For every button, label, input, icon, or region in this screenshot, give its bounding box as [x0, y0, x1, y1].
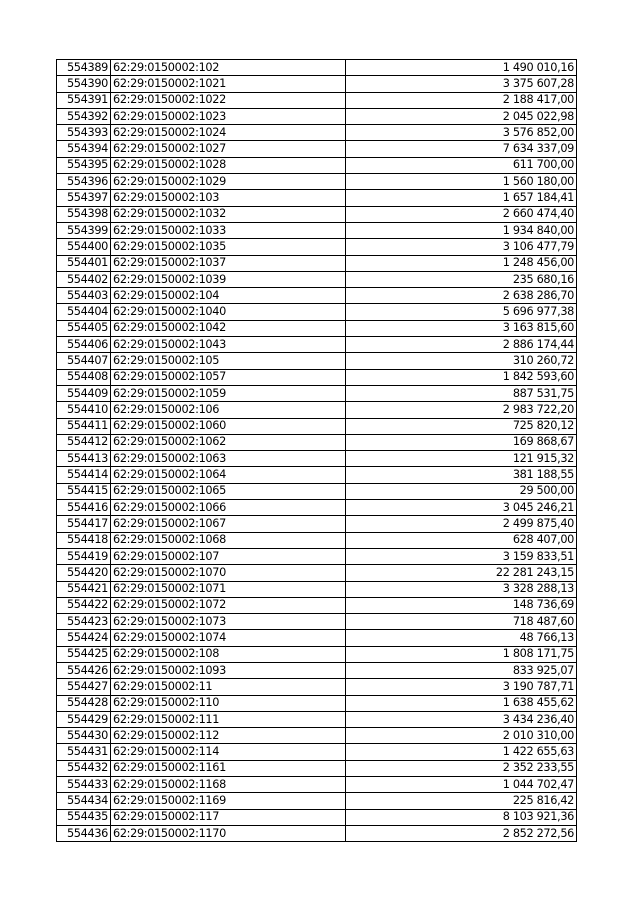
cadastral-value-cell: 718 487,60 [346, 614, 577, 630]
row-number-cell: 554425 [57, 646, 111, 662]
cadastral-number-cell: 62:29:0150002:1039 [111, 271, 346, 287]
row-number-cell: 554416 [57, 500, 111, 516]
cadastral-value-cell: 3 375 607,28 [346, 76, 577, 92]
cadastral-value-cell: 3 159 833,51 [346, 548, 577, 564]
table-row [57, 516, 577, 532]
row-number-cell: 554436 [57, 825, 111, 841]
cadastral-value-cell: 3 190 787,71 [346, 679, 577, 695]
row-number-cell: 554430 [57, 728, 111, 744]
table-row [57, 353, 577, 369]
cadastral-value-cell: 1 490 010,16 [346, 60, 577, 76]
table-row [57, 451, 577, 467]
table-row [57, 728, 577, 744]
table-row [57, 108, 577, 124]
cadastral-value-cell: 3 434 236,40 [346, 711, 577, 727]
cadastral-value-cell: 1 657 184,41 [346, 190, 577, 206]
row-number-cell: 554392 [57, 108, 111, 124]
cadastral-value-cell: 7 634 337,09 [346, 141, 577, 157]
cadastral-number-cell: 62:29:0150002:1093 [111, 662, 346, 678]
cadastral-value-cell: 3 106 477,79 [346, 239, 577, 255]
table-row [57, 467, 577, 483]
cadastral-number-cell: 62:29:0150002:106 [111, 402, 346, 418]
row-number-cell: 554405 [57, 320, 111, 336]
row-number-cell: 554435 [57, 809, 111, 825]
row-number-cell: 554403 [57, 288, 111, 304]
cadastral-number-cell: 62:29:0150002:1040 [111, 304, 346, 320]
table-row [57, 190, 577, 206]
cadastral-value-cell: 121 915,32 [346, 451, 577, 467]
cadastral-value-cell: 725 820,12 [346, 418, 577, 434]
cadastral-value-cell: 611 700,00 [346, 157, 577, 173]
cadastral-number-cell: 62:29:0150002:1073 [111, 614, 346, 630]
cadastral-number-cell: 62:29:0150002:104 [111, 288, 346, 304]
cadastral-value-cell: 887 531,75 [346, 385, 577, 401]
table-row [57, 581, 577, 597]
row-number-cell: 554398 [57, 206, 111, 222]
cadastral-value-cell: 1 044 702,47 [346, 777, 577, 793]
table-row [57, 174, 577, 190]
table-row [57, 744, 577, 760]
table-row [57, 711, 577, 727]
cadastral-number-cell: 62:29:0150002:102 [111, 60, 346, 76]
cadastral-number-cell: 62:29:0150002:107 [111, 548, 346, 564]
row-number-cell: 554423 [57, 614, 111, 630]
cadastral-number-cell: 62:29:0150002:1168 [111, 777, 346, 793]
cadastral-value-cell: 628 407,00 [346, 532, 577, 548]
cadastral-value-cell: 29 500,00 [346, 483, 577, 499]
cadastral-number-cell: 62:29:0150002:1070 [111, 565, 346, 581]
table-row [57, 662, 577, 678]
table-row [57, 646, 577, 662]
cadastral-value-cell: 8 103 921,36 [346, 809, 577, 825]
table-row [57, 418, 577, 434]
row-number-cell: 554396 [57, 174, 111, 190]
row-number-cell: 554390 [57, 76, 111, 92]
row-number-cell: 554393 [57, 125, 111, 141]
cadastral-number-cell: 62:29:0150002:1064 [111, 467, 346, 483]
cadastral-number-cell: 62:29:0150002:1063 [111, 451, 346, 467]
row-number-cell: 554420 [57, 565, 111, 581]
cadastral-value-cell: 2 852 272,56 [346, 825, 577, 841]
table-row [57, 793, 577, 809]
row-number-cell: 554433 [57, 777, 111, 793]
table-row [57, 630, 577, 646]
cadastral-number-cell: 62:29:0150002:1169 [111, 793, 346, 809]
cadastral-value-cell: 1 842 593,60 [346, 369, 577, 385]
cadastral-number-cell: 62:29:0150002:1059 [111, 385, 346, 401]
cadastral-number-cell: 62:29:0150002:108 [111, 646, 346, 662]
row-number-cell: 554414 [57, 467, 111, 483]
row-number-cell: 554389 [57, 60, 111, 76]
table-row [57, 565, 577, 581]
cadastral-value-cell: 1 422 655,63 [346, 744, 577, 760]
cadastral-value-cell: 3 163 815,60 [346, 320, 577, 336]
table-row [57, 434, 577, 450]
cadastral-value-cell: 2 499 875,40 [346, 516, 577, 532]
cadastral-value-cell: 2 886 174,44 [346, 337, 577, 353]
row-number-cell: 554424 [57, 630, 111, 646]
table-row [57, 239, 577, 255]
cadastral-number-cell: 62:29:0150002:11 [111, 679, 346, 695]
cadastral-value-cell: 1 808 171,75 [346, 646, 577, 662]
table-row [57, 385, 577, 401]
table-row [57, 141, 577, 157]
cadastral-value-cell: 381 188,55 [346, 467, 577, 483]
cadastral-number-cell: 62:29:0150002:1072 [111, 597, 346, 613]
cadastral-number-cell: 62:29:0150002:1035 [111, 239, 346, 255]
cadastral-number-cell: 62:29:0150002:1074 [111, 630, 346, 646]
cadastral-number-cell: 62:29:0150002:1022 [111, 92, 346, 108]
row-number-cell: 554407 [57, 353, 111, 369]
table-row [57, 825, 577, 841]
table-row [57, 206, 577, 222]
cadastral-value-cell: 2 983 722,20 [346, 402, 577, 418]
row-number-cell: 554432 [57, 760, 111, 776]
cadastral-number-cell: 62:29:0150002:111 [111, 711, 346, 727]
table-row [57, 255, 577, 271]
cadastral-number-cell: 62:29:0150002:1029 [111, 174, 346, 190]
cadastral-value-cell: 310 260,72 [346, 353, 577, 369]
cadastral-number-cell: 62:29:0150002:1043 [111, 337, 346, 353]
cadastral-number-cell: 62:29:0150002:1067 [111, 516, 346, 532]
table-row [57, 125, 577, 141]
table-row [57, 500, 577, 516]
cadastral-value-cell: 48 766,13 [346, 630, 577, 646]
table-row [57, 679, 577, 695]
cadastral-value-cell: 225 816,42 [346, 793, 577, 809]
row-number-cell: 554402 [57, 271, 111, 287]
cadastral-number-cell: 62:29:0150002:103 [111, 190, 346, 206]
table-row [57, 548, 577, 564]
cadastral-number-cell: 62:29:0150002:1023 [111, 108, 346, 124]
cadastral-number-cell: 62:29:0150002:1037 [111, 255, 346, 271]
cadastral-number-cell: 62:29:0150002:114 [111, 744, 346, 760]
table-row [57, 777, 577, 793]
table-row [57, 402, 577, 418]
row-number-cell: 554395 [57, 157, 111, 173]
row-number-cell: 554419 [57, 548, 111, 564]
cadastral-number-cell: 62:29:0150002:1028 [111, 157, 346, 173]
table-body [57, 60, 577, 842]
table-row [57, 222, 577, 238]
cadastral-value-cell: 2 638 286,70 [346, 288, 577, 304]
cadastral-value-cell: 2 188 417,00 [346, 92, 577, 108]
cadastral-number-cell: 62:29:0150002:1057 [111, 369, 346, 385]
cadastral-value-cell: 1 560 180,00 [346, 174, 577, 190]
cadastral-number-cell: 62:29:0150002:1032 [111, 206, 346, 222]
cadastral-value-table [56, 59, 577, 842]
table-row [57, 695, 577, 711]
table-row [57, 320, 577, 336]
row-number-cell: 554397 [57, 190, 111, 206]
row-number-cell: 554421 [57, 581, 111, 597]
cadastral-number-cell: 62:29:0150002:1042 [111, 320, 346, 336]
table-row [57, 60, 577, 76]
row-number-cell: 554413 [57, 451, 111, 467]
row-number-cell: 554409 [57, 385, 111, 401]
row-number-cell: 554391 [57, 92, 111, 108]
row-number-cell: 554426 [57, 662, 111, 678]
cadastral-number-cell: 62:29:0150002:1161 [111, 760, 346, 776]
row-number-cell: 554406 [57, 337, 111, 353]
row-number-cell: 554410 [57, 402, 111, 418]
cadastral-number-cell: 62:29:0150002:1024 [111, 125, 346, 141]
row-number-cell: 554422 [57, 597, 111, 613]
table-row [57, 271, 577, 287]
cadastral-value-cell: 3 045 246,21 [346, 500, 577, 516]
cadastral-value-cell: 3 576 852,00 [346, 125, 577, 141]
row-number-cell: 554399 [57, 222, 111, 238]
cadastral-value-cell: 833 925,07 [346, 662, 577, 678]
table-row [57, 483, 577, 499]
row-number-cell: 554429 [57, 711, 111, 727]
cadastral-number-cell: 62:29:0150002:1033 [111, 222, 346, 238]
table-row [57, 760, 577, 776]
row-number-cell: 554404 [57, 304, 111, 320]
cadastral-number-cell: 62:29:0150002:1066 [111, 500, 346, 516]
cadastral-number-cell: 62:29:0150002:110 [111, 695, 346, 711]
cadastral-value-cell: 5 696 977,38 [346, 304, 577, 320]
table-row [57, 337, 577, 353]
cadastral-number-cell: 62:29:0150002:1071 [111, 581, 346, 597]
cadastral-value-cell: 148 736,69 [346, 597, 577, 613]
row-number-cell: 554431 [57, 744, 111, 760]
row-number-cell: 554411 [57, 418, 111, 434]
row-number-cell: 554428 [57, 695, 111, 711]
table-row [57, 532, 577, 548]
cadastral-value-cell: 2 045 022,98 [346, 108, 577, 124]
table-row [57, 597, 577, 613]
cadastral-number-cell: 62:29:0150002:1021 [111, 76, 346, 92]
cadastral-number-cell: 62:29:0150002:1027 [111, 141, 346, 157]
row-number-cell: 554417 [57, 516, 111, 532]
cadastral-number-cell: 62:29:0150002:1065 [111, 483, 346, 499]
cadastral-value-cell: 169 868,67 [346, 434, 577, 450]
table-row [57, 288, 577, 304]
cadastral-number-cell: 62:29:0150002:1170 [111, 825, 346, 841]
row-number-cell: 554412 [57, 434, 111, 450]
table-row [57, 157, 577, 173]
cadastral-value-cell: 1 638 455,62 [346, 695, 577, 711]
cadastral-value-cell: 3 328 288,13 [346, 581, 577, 597]
row-number-cell: 554427 [57, 679, 111, 695]
row-number-cell: 554415 [57, 483, 111, 499]
cadastral-number-cell: 62:29:0150002:1060 [111, 418, 346, 434]
row-number-cell: 554434 [57, 793, 111, 809]
table-row [57, 76, 577, 92]
cadastral-number-cell: 62:29:0150002:1068 [111, 532, 346, 548]
cadastral-value-cell: 1 248 456,00 [346, 255, 577, 271]
cadastral-value-cell: 22 281 243,15 [346, 565, 577, 581]
table-row [57, 304, 577, 320]
cadastral-number-cell: 62:29:0150002:112 [111, 728, 346, 744]
row-number-cell: 554418 [57, 532, 111, 548]
row-number-cell: 554394 [57, 141, 111, 157]
table-row [57, 809, 577, 825]
cadastral-number-cell: 62:29:0150002:105 [111, 353, 346, 369]
cadastral-value-cell: 2 352 233,55 [346, 760, 577, 776]
cadastral-value-cell: 2 660 474,40 [346, 206, 577, 222]
cadastral-value-cell: 2 010 310,00 [346, 728, 577, 744]
table-row [57, 614, 577, 630]
row-number-cell: 554401 [57, 255, 111, 271]
row-number-cell: 554408 [57, 369, 111, 385]
cadastral-number-cell: 62:29:0150002:117 [111, 809, 346, 825]
table-row [57, 92, 577, 108]
table-row [57, 369, 577, 385]
cadastral-value-cell: 235 680,16 [346, 271, 577, 287]
row-number-cell: 554400 [57, 239, 111, 255]
cadastral-value-cell: 1 934 840,00 [346, 222, 577, 238]
cadastral-number-cell: 62:29:0150002:1062 [111, 434, 346, 450]
